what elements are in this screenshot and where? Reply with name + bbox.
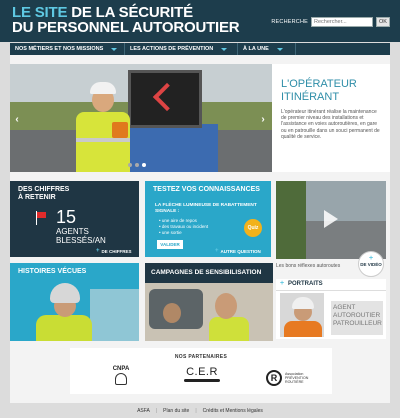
portrait-helmet	[292, 297, 314, 309]
quiz-question-line1: LA FLÈCHE LUMINEUSE DE RABATTEMENT	[155, 203, 257, 208]
chevron-down-icon	[221, 48, 227, 51]
prevention-r-icon: R	[266, 370, 282, 386]
role-line3: PATROUILLEUR	[333, 320, 382, 327]
nav-item-label: NOS MÉTIERS ET NOS MISSIONS	[15, 46, 104, 52]
hero-pagination	[128, 163, 146, 167]
histoires-bg	[90, 289, 139, 341]
nav-item-une[interactable]	[238, 43, 296, 55]
quiz-options	[159, 218, 208, 236]
chevron-down-icon	[111, 48, 117, 51]
logo-highlight: LE SITE	[12, 4, 68, 21]
hero-sign-panel	[128, 70, 202, 128]
chiffres-unit-line2: BLESSÉS/AN	[56, 236, 106, 245]
hero-title-line2[interactable]: ITINÉRANT	[281, 91, 340, 103]
chiffres-unit-line1: AGENTS	[56, 227, 89, 236]
quiz-option[interactable]: • une aire de repos	[159, 218, 208, 224]
footer-link-asfa[interactable]: ASFA	[137, 408, 150, 414]
validate-button[interactable]: VALIDER	[157, 240, 183, 249]
plus-icon: +	[368, 255, 374, 262]
hero-prev-arrow[interactable]: ‹	[15, 114, 19, 125]
histoires-person	[28, 281, 92, 341]
quiz-card	[145, 181, 271, 257]
video-trees	[276, 181, 306, 259]
hero-dot[interactable]	[128, 163, 132, 167]
portraits-card[interactable]	[276, 279, 386, 339]
campagnes-title: CAMPAGNES DE SENSIBILISATION	[151, 269, 262, 276]
video-card[interactable]	[276, 181, 386, 259]
plus-icon: +	[96, 248, 100, 254]
chiffres-title-line1: DES CHIFFRES	[18, 186, 70, 193]
site-footer	[0, 404, 400, 418]
nav-item-prevention[interactable]	[125, 43, 238, 55]
person-vest	[36, 315, 92, 341]
search-button[interactable]: OK	[376, 17, 390, 27]
search-bar	[271, 17, 390, 27]
play-icon[interactable]	[324, 210, 338, 228]
campagnes-card[interactable]	[145, 263, 273, 341]
more-video-badge[interactable]	[358, 251, 384, 277]
more-video-label: DE VIDÉO	[360, 262, 382, 267]
nav-item-label: À LA UNE	[243, 46, 269, 52]
portrait-photo	[280, 293, 324, 337]
flag-cloth	[37, 212, 46, 218]
video-caption[interactable]: Les bons réflexes autoroutes	[276, 263, 341, 269]
hero-slideshow-image[interactable]	[10, 64, 272, 172]
quiz-title-rest: VOS CONNAISSANCES	[181, 186, 260, 193]
chiffres-card[interactable]	[10, 181, 139, 257]
partners-title: NOS PARTENAIRES	[174, 354, 228, 360]
hero-title-line1[interactable]: L'OPÉRATEUR	[281, 78, 357, 90]
histoires-title: HISTOIRES VÉCUES	[18, 268, 87, 275]
site-logo[interactable]	[12, 5, 239, 35]
nav-item-metiers[interactable]	[10, 43, 125, 55]
main-nav	[10, 43, 390, 55]
more-chiffres-link[interactable]	[96, 248, 132, 254]
hero-next-arrow[interactable]: ›	[261, 114, 265, 125]
car-driver	[163, 303, 181, 323]
chevron-down-icon	[277, 48, 283, 51]
more-chiffres-label: DE CHIFFRES	[101, 248, 132, 254]
quiz-title-bold: TESTEZ	[153, 186, 180, 193]
partners-section	[70, 348, 332, 394]
cnpa-wordmark: CNPA	[112, 366, 130, 372]
quiz-option[interactable]: • une sortie	[159, 230, 208, 236]
cnpa-emblem-icon	[115, 373, 127, 385]
worker-face	[215, 293, 237, 319]
logo-line2: DU PERSONNEL AUTOROUTIER	[12, 19, 240, 36]
portraits-title: PORTRAITS	[288, 281, 323, 287]
worker-tool	[112, 122, 128, 138]
quiz-badge-icon: Quiz	[244, 219, 262, 237]
person-helmet	[50, 283, 80, 303]
plus-icon: +	[215, 248, 219, 254]
prevention-line2: PRÉVENTION	[285, 375, 309, 380]
hero-dot[interactable]	[135, 163, 139, 167]
role-line2: AUTOROUTIER	[333, 312, 381, 319]
portrait-vest	[284, 321, 322, 337]
prevention-line1: Association	[285, 371, 304, 376]
nav-item-label: LES ACTIONS DE PRÉVENTION	[130, 46, 214, 52]
vest-band	[76, 138, 130, 142]
footer-separator: |	[195, 408, 197, 414]
chiffres-title-line2: À RETENIR	[18, 194, 56, 201]
footer-link-plan[interactable]: Plan du site	[163, 408, 190, 414]
hero-caption	[272, 64, 390, 172]
search-input[interactable]	[311, 17, 373, 27]
site-header	[0, 0, 400, 42]
autre-question-link[interactable]	[215, 248, 261, 254]
prevention-line3: ROUTIÈRE	[285, 380, 304, 385]
chiffres-number: 15	[56, 207, 77, 227]
autre-question-label: AUTRE QUESTION	[220, 248, 261, 254]
cer-swoosh	[184, 379, 220, 382]
quiz-question-line2: SIGNALE :	[155, 209, 180, 214]
worker-helmet	[90, 82, 116, 94]
flag-icon	[36, 211, 48, 223]
hero-dot-active[interactable]	[142, 163, 146, 167]
quiz-option[interactable]: • des travaux ou incident	[159, 224, 208, 230]
portraits-header	[276, 279, 386, 291]
partner-cnpa-logo[interactable]	[104, 366, 138, 390]
footer-link-credits[interactable]: Crédits et Mentions légales	[202, 408, 263, 414]
worker-vest	[209, 317, 249, 341]
partner-cer-logo[interactable]	[178, 366, 226, 390]
portrait-role	[331, 301, 383, 335]
hero-worker	[68, 82, 138, 172]
role-line1: AGENT	[333, 304, 356, 311]
logo-line1	[12, 5, 239, 20]
cer-wordmark: C.E.R	[186, 366, 218, 378]
search-label: RECHERCHE	[271, 19, 308, 25]
worker-vest	[76, 112, 130, 172]
quiz-title	[153, 186, 260, 193]
hero-description: L'opérateur itinérant réalise la maintenance de premier niveau des installations et l'assistance en voies autoroutières, en gare ou en patrouille dans un souci permanent de qualité de service.	[281, 109, 380, 140]
prevention-text	[285, 372, 308, 385]
footer-separator: |	[155, 408, 158, 414]
histoires-card[interactable]	[10, 263, 139, 341]
plus-icon: +	[280, 280, 285, 287]
arrow-sign-icon	[153, 83, 181, 111]
partner-prevention-routiere-logo[interactable]	[266, 366, 326, 390]
logo-line1-rest: DE LA SÉCURITÉ	[71, 4, 193, 21]
video-sky	[306, 181, 386, 221]
